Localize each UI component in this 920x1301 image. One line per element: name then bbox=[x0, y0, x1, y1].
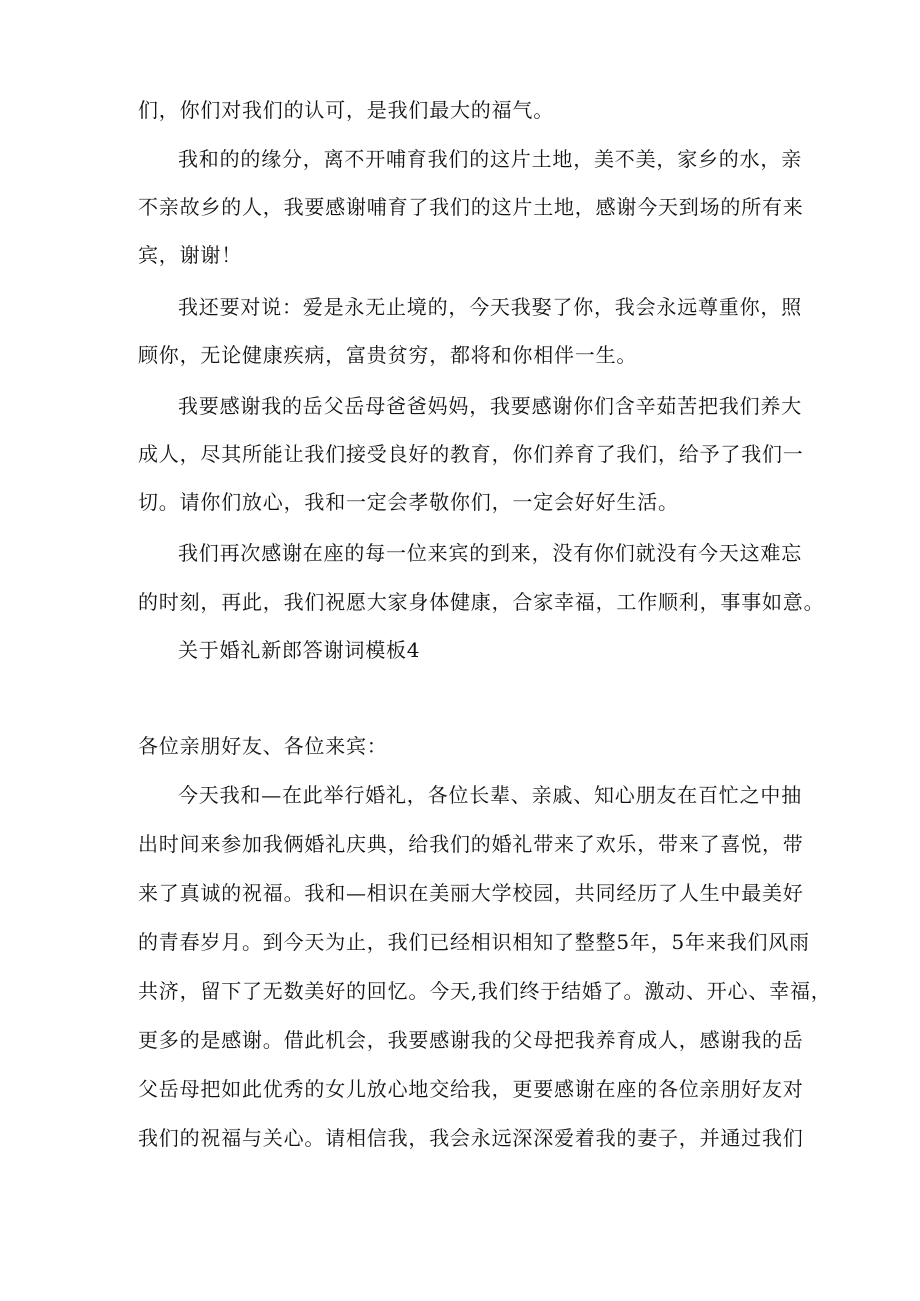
text-line-16: 来了真诚的祝福。我和—相识在美丽大学校园，共同经历了人生中最美好 bbox=[138, 881, 804, 905]
text-line-18: 共济，留下了无数美好的回忆。今天,我们终于结婚了。激动、开心、幸福， bbox=[138, 979, 832, 1003]
text-line-7: 我要感谢我的岳父岳母爸爸妈妈，我要感谢你们含辛茹苦把我们养大 bbox=[178, 394, 802, 418]
text-line-6: 顾你，无论健康疾病，富贵贫穷，都将和你相伴一生。 bbox=[138, 343, 638, 367]
text-line-11: 的时刻，再此，我们祝愿大家身体健康，合家幸福，工作顺利，事事如意。 bbox=[138, 590, 825, 614]
text-line-17: 的青春岁月。到今天为止，我们已经相识相知了整整5年，5年来我们风雨 bbox=[138, 930, 810, 954]
text-line-20: 父岳母把如此优秀的女儿放心地交给我，更要感谢在座的各位亲朋好友对 bbox=[138, 1077, 804, 1101]
section-heading: 关于婚礼新郎答谢词模板4 bbox=[178, 638, 421, 662]
text-line-9: 切。请你们放心，我和一定会孝敬你们，一定会好好生活。 bbox=[138, 490, 679, 514]
text-line-4: 宾，谢谢！ bbox=[138, 243, 242, 267]
text-line-2: 我和的的缘分，离不开哺育我们的这片土地，美不美，家乡的水，亲 bbox=[178, 147, 802, 171]
text-line-21: 我们的祝福与关心。请相信我，我会永远深深爱着我的妻子，并通过我们 bbox=[138, 1126, 804, 1150]
text-line-14: 今天我和—在此举行婚礼，各位长辈、亲戚、知心朋友在百忙之中抽 bbox=[178, 783, 802, 807]
text-line-15: 出时间来参加我俩婚礼庆典，给我们的婚礼带来了欢乐，带来了喜悦，带 bbox=[138, 832, 804, 856]
text-line-5: 我还要对说：爱是永无止境的，今天我娶了你，我会永远尊重你，照 bbox=[178, 295, 802, 319]
text-line-8: 成人，尽其所能让我们接受良好的教育，你们养育了我们，给予了我们一 bbox=[138, 442, 804, 466]
greeting-line: 各位亲朋好友、各位来宾： bbox=[138, 734, 388, 758]
text-line-10: 我们再次感谢在座的每一位来宾的到来，没有你们就没有今天这难忘 bbox=[178, 541, 802, 565]
text-line-3: 不亲故乡的人，我要感谢哺育了我们的这片土地，感谢今天到场的所有来 bbox=[138, 195, 804, 219]
text-line-1: 们，你们对我们的认可，是我们最大的福气。 bbox=[138, 98, 554, 122]
text-line-19: 更多的是感谢。借此机会，我要感谢我的父母把我养育成人，感谢我的岳 bbox=[138, 1028, 804, 1052]
